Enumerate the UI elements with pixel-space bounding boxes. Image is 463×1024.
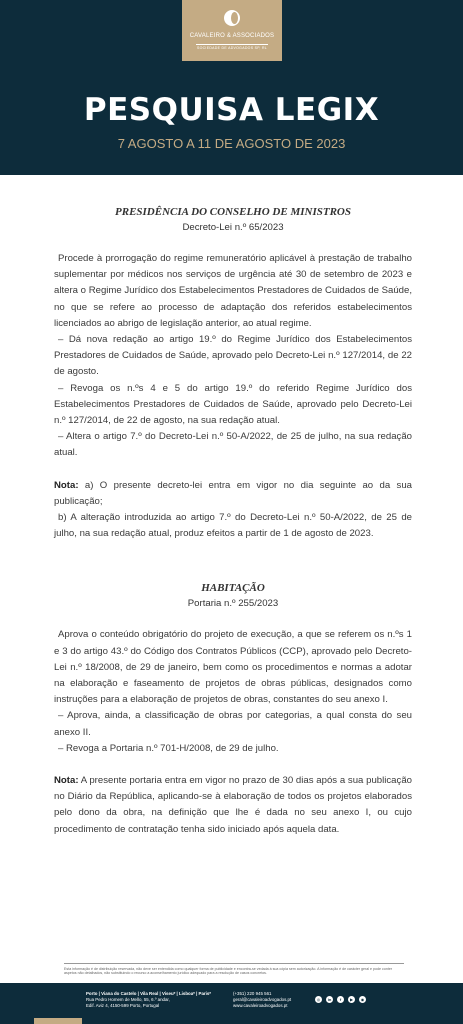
- section-decree: [54, 204, 412, 542]
- phone-number[interactable]: (+351) 220 945 561: [233, 991, 272, 996]
- footer-offices: [86, 991, 211, 1010]
- note-label: Nota:: [54, 479, 79, 491]
- paragraph: – Aprova, ainda, a classificação de obras por categorias, a qual consta do seu anexo II.: [54, 710, 412, 738]
- document-body: [54, 204, 412, 838]
- office-list: Porto | Viana do Castelo | Vila Real | Viseu* | Lisboa* | Paris*: [86, 991, 211, 996]
- header-banner: [0, 0, 463, 175]
- date-range: 7 AGOSTO A 11 DE AGOSTO DE 2023: [117, 136, 346, 151]
- logo-name: CAVALEIRO & ASSOCIADOS: [189, 33, 275, 39]
- note-text: A presente portaria entra em vigor no prazo de 30 dias após a sua publicação no Diário da República, aplicando-se à elaboração de todos os projetos elaborados pelo dono da obra, na definição que lhe é dada no seu anexo I, ou cujo procedimento de contratação tenha sido iniciado após aquela data.: [54, 775, 412, 835]
- logo-c-icon: [224, 10, 240, 26]
- note-label: Nota:: [54, 775, 79, 787]
- page-title: PESQUISA LEGIX: [83, 92, 380, 128]
- section-title: HABITAÇÃO: [201, 582, 265, 595]
- note-paragraph: b) A alteração introduzida ao artigo 7.º do Decreto-Lei n.º 50-A/2022, de 25 de julho, na sua redação atual, produz efeitos a partir de 1 de agosto de 2023.: [54, 512, 412, 540]
- section-reference: Decreto-Lei n.º 65/2023: [182, 222, 284, 233]
- paragraph: – Altera o artigo 7.º do Decreto-Lei n.º 50-A/2022, de 25 de julho, na sua redação atual.: [54, 431, 412, 459]
- website-link[interactable]: www.cavaleiroadvogados.pt: [233, 1003, 288, 1009]
- footer-contacts: [233, 991, 291, 1010]
- paragraph: – Revoga os n.ºs 4 e 5 do artigo 19.º do referido Regime Jurídico dos Estabelecimentos Prestadores de Cuidados de Saúde, aprovado pelo Decreto-Lei n.º 127/2014, de 22 de agosto, na sua redação atual.: [54, 382, 412, 427]
- paragraph: – Revoga a Portaria n.º 701-H/2008, de 29 de julho.: [58, 742, 279, 754]
- note-paragraph: [54, 478, 412, 510]
- paragraph: Aprova o conteúdo obrigatório do projeto de execução, a que se referem os n.ºs 1 e 3 do artigo 43.º do Código dos Contratos Públicos (CCP), aprovado pelo Decreto-Lei n.º 18/2008, de 29 de janeiro, bem como os procedimentos e normas a adotar na elaboração e faseamento de projetos de obras públicas, designados como instruções para a elaboração de projetos de obras, constantes do seu anexo I.: [54, 629, 412, 706]
- paragraph: Procede à prorrogação do regime remuneratório aplicável à prestação de trabalho suplementar por médicos nos serviços de urgência até 30 de setembro de 2023 e altera o Regime Jurídico dos Estabelecimentos Prestadores de Cuidados de Saúde, no que se refere ao processo de adaptação dos referidos estabelecimentos licenciados ao abrigo de legislação anterior, ao atual regime.: [54, 253, 412, 329]
- section-title: PRESIDÊNCIA DO CONSELHO DE MINISTROS: [115, 206, 351, 218]
- email-link[interactable]: geral@cavaleiroadvogados.pt: [233, 997, 292, 1003]
- disclaimer: Esta informação é de distribuição reservada, não deve ser entendida como qualquer forma de publicidade e encontra-se vedada à sua cópia sem autorização. A informação é de carácter geral e pode conter aspetos não detalhados, não substituindo o recurso a aconselhamento jurídico adequado para a resolução de casos concretos.: [64, 963, 404, 976]
- note-paragraph: [54, 773, 412, 838]
- note-text: a) O presente decreto-lei entra em vigor no dia seguinte ao da sua publicação;: [54, 479, 412, 507]
- address-line: Edif. Aviz 4, 4150-599 Porto, Portugal: [86, 1003, 160, 1009]
- footer-accent: [34, 1018, 82, 1024]
- youtube-icon[interactable]: ▶: [349, 997, 354, 1002]
- facebook-icon[interactable]: f: [337, 996, 344, 1003]
- globe-icon[interactable]: ◎: [316, 997, 321, 1002]
- logo-subtitle: SOCIEDADE DE ADVOGADOS SP, RL: [196, 46, 268, 50]
- section-housing: [54, 580, 412, 837]
- address-line: Rua Pedro Homem de Mello, 55, 6.º andar,: [86, 997, 170, 1003]
- social-links: [315, 996, 366, 1004]
- instagram-icon[interactable]: ◉: [360, 997, 365, 1002]
- linkedin-icon[interactable]: in: [327, 997, 332, 1002]
- paragraph: – Dá nova redação ao artigo 19.º do Regime Jurídico dos Estabelecimentos Prestadores de Cuidados de Saúde, aprovado pelo Decreto-Lei n.º 127/2014, de 22 de agosto.: [54, 334, 412, 378]
- firm-logo[interactable]: [182, 0, 282, 61]
- section-reference: Portaria n.º 255/2023: [187, 598, 279, 610]
